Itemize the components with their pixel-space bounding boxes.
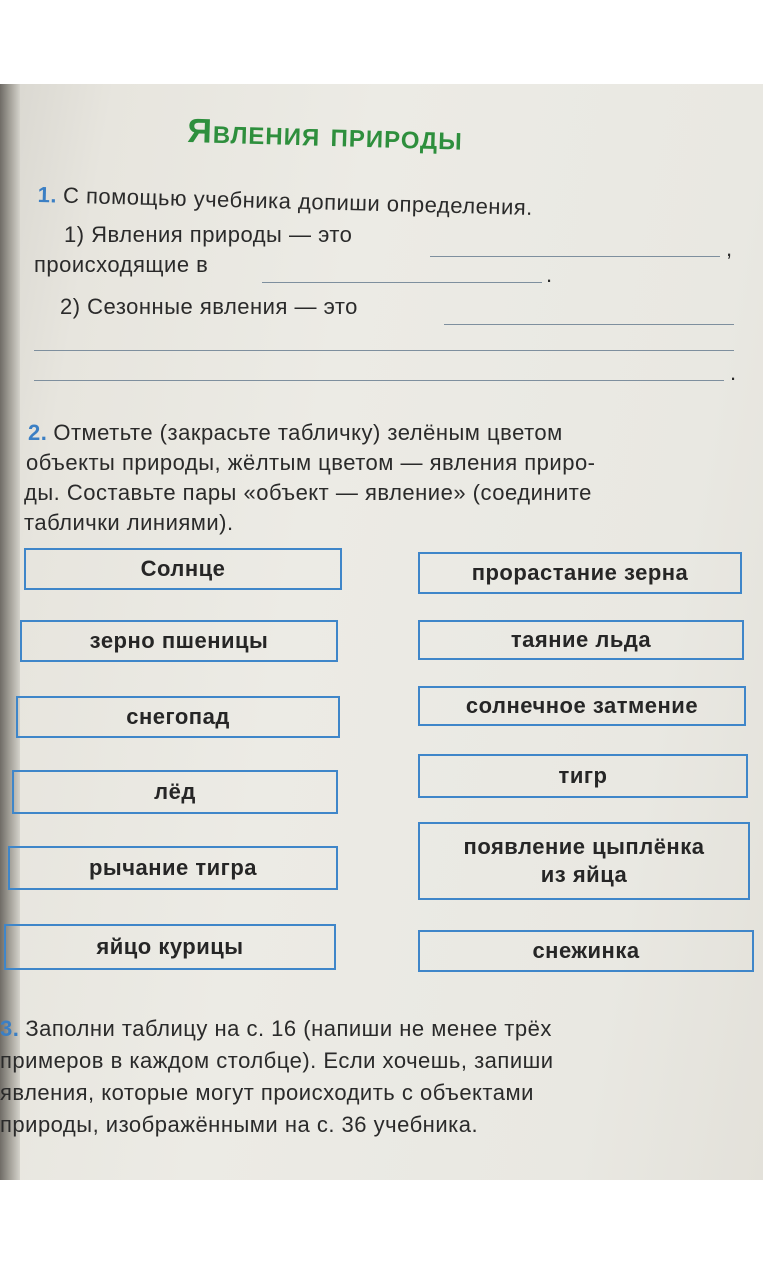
task2-line-1: 2. Отметьте (закрасьте табличку) зелёным цветом [28,420,563,445]
card-left-1[interactable]: Солнце [24,548,342,590]
card-left-4[interactable]: лёд [12,770,338,814]
answer-line-2 [262,282,542,283]
card-left-3[interactable]: снегопад [16,696,340,738]
task1-heading [37,182,533,221]
task1-number: 1. [37,182,58,208]
task2-line-2: объекты природы, жёлтым цветом — явления приро- [26,450,596,475]
task1-item1: 1) Явления природы — это [64,222,353,247]
card-right-3[interactable]: солнечное затмение [418,686,746,726]
workbook-page-photo [0,84,763,1180]
card-left-6[interactable]: яйцо курицы [4,924,336,970]
task1-item1-period: . [546,262,553,287]
task3-line-3: явления, которые могут происходить с объектами [0,1080,534,1105]
page-title: Явления природы [186,112,464,158]
card-right-2[interactable]: таяние льда [418,620,744,660]
card-left-2[interactable]: зерно пшеницы [20,620,338,662]
task1-text: С помощью учебника допиши определения. [62,182,534,220]
task2-number: 2. [28,420,48,445]
task3-line-4: природы, изображёнными на с. 36 учебника. [0,1112,479,1137]
answer-line-4 [34,350,734,351]
card-right-4[interactable]: тигр [418,754,748,798]
answer-line-1 [430,256,720,257]
task1-item2-period: . [730,360,737,385]
task3-line-1: 3. Заполни таблицу на с. 16 (напиши не менее трёх [0,1016,552,1041]
answer-line-5 [34,380,724,381]
answer-line-3 [444,324,734,325]
card-right-6[interactable]: снежинка [418,930,754,972]
task1-item2: 2) Сезонные явления — это [60,294,358,319]
task2-line-4: таблички линиями). [24,510,234,535]
task1-item1-cont: происходящие в [34,252,209,277]
task2-line-3: ды. Составьте пары «объект — явление» (соедините [24,480,592,505]
task3-line-2: примеров в каждом столбце). Если хочешь, запиши [0,1048,554,1073]
card-left-5[interactable]: рычание тигра [8,846,338,890]
card-right-1[interactable]: прорастание зерна [418,552,742,594]
card-right-5[interactable]: появление цыплёнка из яйца [418,822,750,900]
task3-number: 3. [0,1016,20,1041]
task1-item1-comma: , [726,236,733,261]
